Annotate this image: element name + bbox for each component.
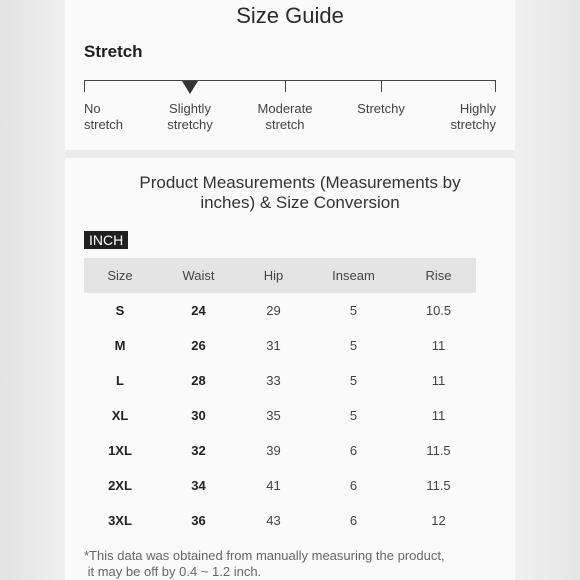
- cell-inseam: 5: [349, 373, 358, 388]
- cell-rise: 11: [431, 408, 446, 423]
- cell-hip: 31: [266, 338, 281, 353]
- cell-size: 1XL: [108, 443, 132, 458]
- cell-inseam: 6: [349, 513, 358, 528]
- column-header-waist: Waist: [156, 258, 241, 293]
- unit-badge: INCH: [84, 231, 128, 249]
- stretch-scale-tick: [285, 80, 286, 92]
- stretch-level-label-line: stretchy: [450, 117, 496, 132]
- stretch-level-stretchy: [341, 101, 421, 117]
- stretch-level-pointer-icon: [182, 81, 198, 94]
- cell-rise: 11: [431, 338, 446, 353]
- table-header-row: [84, 258, 476, 293]
- disclaimer-line: *This data was obtained from manually measuring the product,: [84, 548, 445, 563]
- table-row: [84, 398, 476, 433]
- cell-inseam: 6: [349, 443, 358, 458]
- cell-hip: 29: [266, 303, 281, 318]
- size-table: [84, 258, 476, 538]
- stretch-level-label-line: stretchy: [167, 117, 213, 132]
- cell-rise: 12: [431, 513, 446, 528]
- column-header-hip: Hip: [241, 258, 306, 293]
- cell-waist: 28: [191, 373, 206, 388]
- stretch-level-no-stretch: [84, 101, 123, 133]
- stretch-heading: Stretch: [84, 42, 143, 61]
- stretch-level-label-line: stretch: [84, 117, 124, 132]
- cell-waist: 34: [191, 478, 206, 493]
- stretch-level-label-line: Moderate: [257, 101, 313, 116]
- stretch-level-label-line: Highly: [459, 101, 496, 116]
- table-row: [84, 433, 476, 468]
- cell-size: M: [114, 338, 126, 353]
- cell-size: S: [115, 303, 125, 318]
- stretch-scale-tick: [84, 80, 85, 92]
- background-left-shade: [0, 0, 65, 580]
- stretch-scale-line: [84, 80, 496, 81]
- cell-inseam: 5: [349, 408, 358, 423]
- stretch-level-slightly-stretchy: [150, 101, 230, 133]
- table-row: [84, 328, 476, 363]
- table-row: [84, 293, 476, 328]
- cell-hip: 43: [266, 513, 281, 528]
- disclaimer-line: it may be off by 0.4 ~ 1.2 inch.: [84, 564, 262, 579]
- cell-rise: 10.5: [425, 303, 452, 318]
- stretch-level-label-line: Stretchy: [357, 101, 405, 116]
- column-header-size: Size: [84, 258, 156, 293]
- cell-hip: 35: [266, 408, 281, 423]
- stretch-level-label-line: Slightly: [169, 101, 211, 116]
- measurements-heading-line: Product Measurements (Measurements by: [139, 173, 461, 192]
- cell-size: 2XL: [108, 478, 132, 493]
- cell-size: L: [116, 373, 124, 388]
- table-row: [84, 363, 476, 398]
- cell-hip: 33: [266, 373, 281, 388]
- cell-waist: 26: [191, 338, 206, 353]
- cell-size: 3XL: [108, 513, 132, 528]
- stretch-scale-tick: [495, 80, 496, 92]
- cell-inseam: 5: [349, 303, 358, 318]
- column-header-inseam: Inseam: [306, 258, 401, 293]
- cell-waist: 24: [191, 303, 206, 318]
- measurement-disclaimer: [84, 548, 504, 580]
- background-right-shade: [515, 0, 580, 580]
- cell-waist: 36: [191, 513, 206, 528]
- stretch-scale-tick: [381, 80, 382, 92]
- cell-waist: 32: [191, 443, 206, 458]
- cell-rise: 11.5: [426, 478, 451, 493]
- column-header-rise: Rise: [401, 258, 476, 293]
- page-title: Size Guide: [236, 3, 344, 28]
- measurements-heading: [115, 173, 485, 213]
- stretch-level-label-line: No: [84, 101, 101, 116]
- cell-inseam: 6: [349, 478, 358, 493]
- stretch-level-highly-stretchy: [426, 101, 496, 133]
- measurements-heading-line: inches) & Size Conversion: [200, 193, 400, 212]
- cell-inseam: 5: [349, 338, 358, 353]
- cell-hip: 39: [266, 443, 281, 458]
- table-row: [84, 468, 476, 503]
- cell-rise: 11: [431, 373, 446, 388]
- stretch-level-moderate-stretch: [245, 101, 325, 133]
- cell-hip: 41: [266, 478, 281, 493]
- cell-waist: 30: [191, 408, 206, 423]
- cell-rise: 11.5: [426, 443, 451, 458]
- cell-size: XL: [111, 408, 129, 423]
- stretch-level-label-line: stretch: [265, 117, 305, 132]
- table-row: [84, 503, 476, 538]
